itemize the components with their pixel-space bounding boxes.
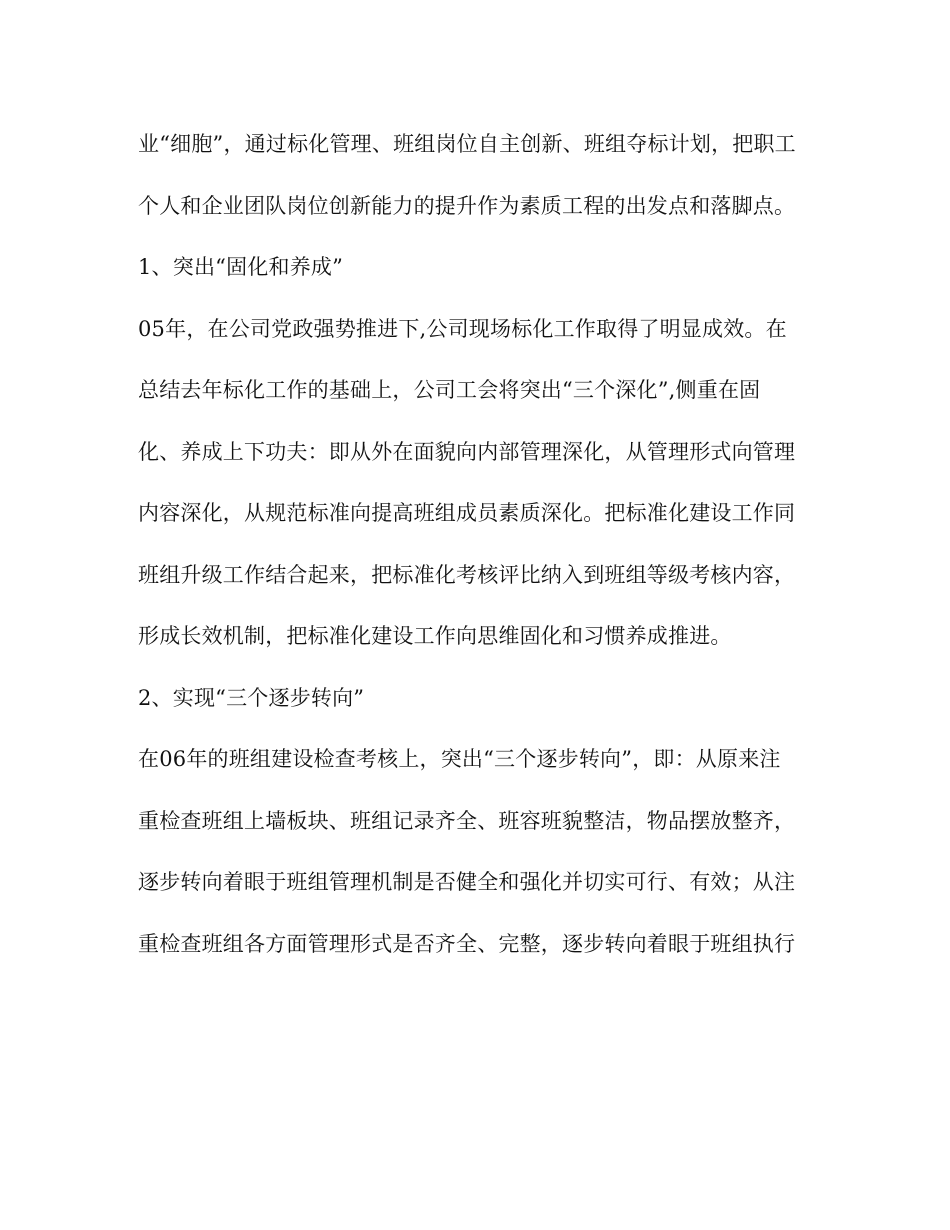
text-line: 逐步转向着眼于班组管理机制是否健全和强化并切实可行、有效；从注 (138, 870, 796, 894)
text-line: 总结去年标化工作的基础上，公司工会将突出“三个深化”,侧重在固 (138, 378, 761, 402)
text-line: 重检查班组各方面管理形式是否齐全、完整，逐步转向着眼于班组执行 (138, 931, 796, 956)
section-heading: 2、实现“三个逐步转向” (138, 685, 365, 710)
text-line: 在06年的班组建设检查考核上，突出“三个逐步转向”，即：从原来注 (138, 747, 781, 771)
text-line: 形成长效机制，把标准化建设工作向思维固化和习惯养成推进。 (138, 624, 732, 648)
document-body (138, 119, 818, 980)
section-heading: 1、突出“固化和养成” (138, 255, 344, 279)
text-line: 化、养成上下功夫：即从外在面貌向内部管理深化，从管理形式向管理 (138, 439, 796, 464)
text-line: 班组升级工作结合起来，把标准化考核评比纳入到班组等级考核内容， (138, 562, 796, 587)
text-line: 个人和企业团队岗位创新能力的提升作为素质工程的出发点和落脚点。 (138, 193, 796, 218)
text-line: 业“细胞”，通过标化管理、班组岗位自主创新、班组夺标计划，把职工 (138, 132, 796, 156)
text-line: 重检查班组上墙板块、班组记录齐全、班容班貌整洁，物品摆放整齐， (138, 808, 796, 833)
text-line: 05年，在公司党政强势推进下,公司现场标化工作取得了明显成效。在 (138, 316, 787, 341)
text-line: 内容深化，从规范标准向提高班组成员素质深化。把标准化建设工作同 (138, 501, 796, 525)
